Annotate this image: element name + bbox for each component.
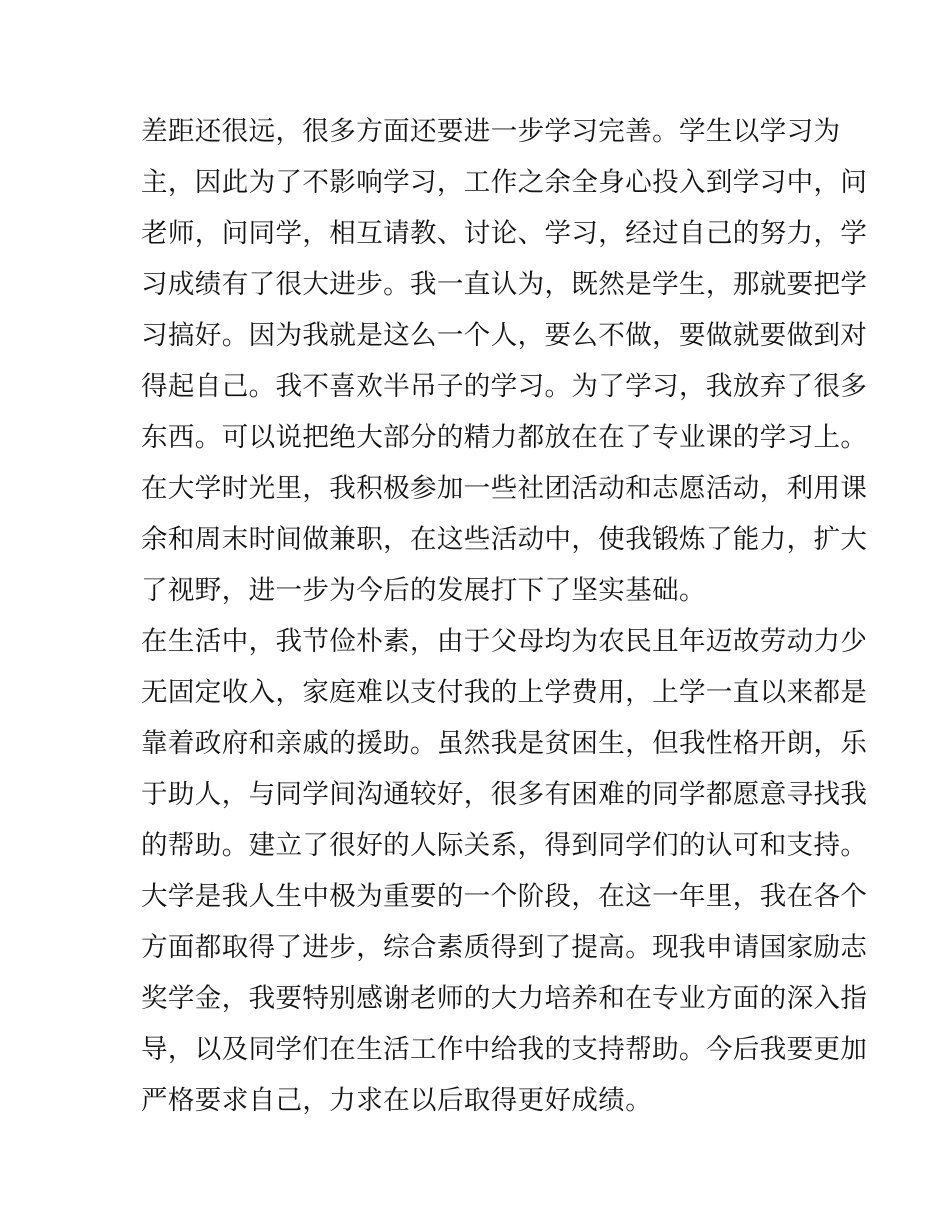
text-line: 靠着政府和亲戚的援助。虽然我是贫困生，但我性格开朗，乐 (141, 728, 868, 759)
document-body (141, 106, 868, 1126)
text-line: 严格要求自己，力求在以后取得更好成绩。 (141, 1085, 653, 1116)
text-line: 余和周末时间做兼职，在这些活动中，使我锻炼了能力，扩大 (141, 524, 868, 555)
text-line: 习成绩有了很大进步。我一直认为，既然是学生，那就要把学 (141, 269, 868, 300)
text-line: 习搞好。因为我就是这么一个人，要么不做，要做就要做到对 (141, 320, 868, 351)
text-line: 主，因此为了不影响学习，工作之余全身心投入到学习中，问 (141, 167, 868, 198)
text-line: 方面都取得了进步，综合素质得到了提高。现我申请国家励志 (141, 932, 868, 963)
text-line: 东西。可以说把绝大部分的精力都放在在了专业课的学习上。 (141, 422, 868, 453)
text-line: 奖学金，我要特别感谢老师的大力培养和在专业方面的深入指 (141, 983, 868, 1014)
text-line: 于助人，与同学间沟通较好，很多有困难的同学都愿意寻找我 (141, 779, 868, 810)
text-line: 得起自己。我不喜欢半吊子的学习。为了学习，我放弃了很多 (141, 371, 868, 402)
text-line: 在大学时光里，我积极参加一些社团活动和志愿活动，利用课 (141, 473, 868, 504)
text-line: 老师，问同学，相互请教、讨论、学习，经过自己的努力，学 (141, 218, 868, 249)
text-line: 差距还很远，很多方面还要进一步学习完善。学生以学习为 (141, 116, 841, 147)
text-line: 无固定收入，家庭难以支付我的上学费用，上学一直以来都是 (141, 677, 868, 708)
text-line: 的帮助。建立了很好的人际关系，得到同学们的认可和支持。 (141, 830, 868, 861)
text-line: 大学是我人生中极为重要的一个阶段，在这一年里，我在各个 (141, 881, 868, 912)
text-line: 了视野，进一步为今后的发展打下了坚实基础。 (141, 575, 706, 606)
text-line: 在生活中，我节俭朴素，由于父母均为农民且年迈故劳动力少 (141, 626, 868, 657)
text-line: 导，以及同学们在生活工作中给我的支持帮助。今后我要更加 (141, 1034, 868, 1065)
